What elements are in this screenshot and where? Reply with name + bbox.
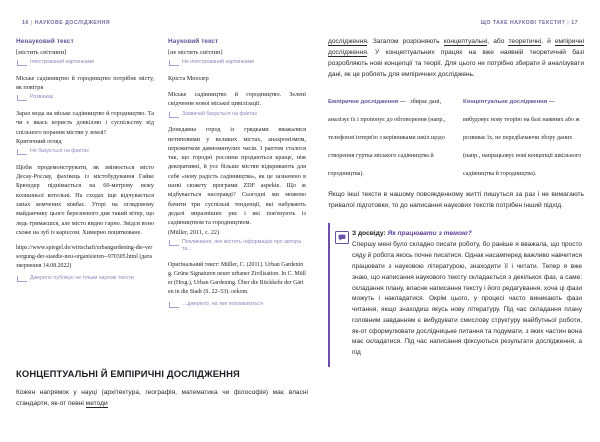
running-head-title-right: ЩО ТАКЕ НАУКОВІ ТЕКСТИ? xyxy=(480,20,566,26)
leader-line-icon xyxy=(169,240,179,246)
term-conceptual[interactable]: концептуальні xyxy=(443,38,488,45)
term-theoretical[interactable]: теоретичні xyxy=(508,38,542,45)
callout-label: З досвіду: xyxy=(352,230,386,238)
annotation-text: Зазвичай базується на фактах xyxy=(182,110,258,117)
definition-term: Емпіричне дослідження — xyxy=(328,99,406,106)
running-head-right xyxy=(481,20,578,26)
annotation xyxy=(17,59,154,67)
callout-title xyxy=(352,230,582,237)
definition-text: вибудовує нову теорію на базі наявних або ж розвиває їх, не передбачаючи збору даних (напр., напрацьовує нові концепції шкільного садівництва й городництва). xyxy=(463,117,582,178)
annotation xyxy=(169,301,306,309)
section-paragraph-text: Кожен напрямок у науці (архітектура, географія, математика чи філософія) має власні стандарти, як-от певні xyxy=(16,389,308,407)
definition-text: збирає дані, аналізує їх і пропонує до обговорення (напр., телефонні інтерв'ю з керівниками шкіл щодо створення гуртка міського садівництва й городництва). xyxy=(328,99,446,178)
specimen-scientific-heading: Науковий текст xyxy=(168,38,219,45)
term-empirical-research[interactable]: емпіричні дослідження xyxy=(328,38,585,57)
folio-left: 16 xyxy=(22,20,29,26)
specimen-nonscientific-heading: Ненауковий текст xyxy=(16,38,74,45)
annotation-text: Покликання, яке містить інформацію про автора та... xyxy=(182,238,302,253)
specimen-scientific-original-reference: Оригінальний текст: Müller, C. (2011). Urban Gardening. Grüne Signaturen neuer urbaner Zivilisation. In C. Müller (Hrsg.), Urban Gardening. Über die Rückkehr der Gärten in die Stadt (S. 22–53). oekom. xyxy=(168,262,306,295)
leader-line-icon xyxy=(17,60,27,66)
definitions-row xyxy=(328,90,584,180)
specimen-nonscientific xyxy=(16,38,154,315)
section-conceptual-empirical xyxy=(16,368,308,409)
leader-line-icon xyxy=(169,112,179,118)
running-head-title-left: НАУКОВЕ ДОСЛІДЖЕННЯ xyxy=(34,20,111,26)
callout-body: Спершу мені було складно писати роботу, бо раніше я вважала, що просто сяду й робота якось почне писатися. Однак насамперед важливо навчитися працювати з науковою літературою, знаходити її і читати. Тепер я вже знаю, що написання наукового тексту складається з декількох фаз, а саме: складання плану, власне написання тексту і його редагування, хоча ці фази можуть і накладатися. Окрім цього, у процесі часто виникають фази читання, якщо знаходиш якусь нову літературу. Під час складання плану головним завданням є вибудувати смислову структуру майбутньої роботи, як-от сформулювати дослідницьке питання та подумати, з яких частин вона має складатися. Під час написання фіксуються результати дослідження, а під xyxy=(352,241,582,357)
leader-line-icon xyxy=(17,276,27,282)
spacer xyxy=(16,237,154,244)
annotation-text: Не ілюстрований картинками xyxy=(182,59,254,65)
intro-paragraph xyxy=(328,36,584,80)
leader-line-icon xyxy=(169,302,179,308)
annotation-text: Не базується на фактах xyxy=(30,148,89,155)
annotation-text: Ілюстрований картинками xyxy=(30,59,95,65)
annotation xyxy=(169,59,306,67)
intro-text-1: . Загалом розрізняють xyxy=(366,38,444,45)
annotation-text: Джерело публікує не тільки наукові тексти xyxy=(30,274,134,281)
specimen-nonscientific-subhead: Критичний огляд xyxy=(16,137,62,145)
speech-bubble-icon xyxy=(335,231,349,244)
specimen-scientific-body: Донедавна город із грядками вважалися нетиповими у великих містах, анахронізмом, пережитком давноминулих часів. І раптом сталося так, що городні рослини продаються краще, ніж декоративні, й усе більше містян відкривають для себе «нову радість садівництва», як це зазначено в назві сюжету програми ZDF aspekte. Що ж відбувається насправді? Сьогодні ми можемо бачити три суспільні тенденції, які набувають дедалі виразніших рис і які пов'язують із садівництвом та городництвом. xyxy=(168,126,306,227)
closing-paragraph: Якщо інші тексти в нашому повсякденному житті пишуться за раз і не вимагають тривалої підготовки, то до написання наукових текстів потрібен інший підхід. xyxy=(328,191,584,210)
specimen-scientific-bracket-note: [не містить світлин] xyxy=(168,49,223,56)
leader-line-icon xyxy=(169,60,179,66)
definition-empirical xyxy=(328,90,449,180)
specimen-nonscientific-source: https://www.spiegel.de/wirtschaft/urbangardening-die-versorgung-der-staedte-neu-organisieren--970305.html (дата звернення 14.08.2022) xyxy=(16,245,153,269)
definition-term: Концептуальне дослідження — xyxy=(463,99,555,106)
annotation-text: …джерело, на яке покликаються xyxy=(182,300,263,307)
specimen-scientific-author: Кріста Мюллер xyxy=(168,74,209,82)
specimen-scientific-title: Міське садівництво й городництво. Зелені свідчення нової міської цивілізації. xyxy=(168,90,306,108)
section-heading: КОНЦЕПТУАЛЬНІ Й ЕМПІРИЧНІ ДОСЛІДЖЕННЯ xyxy=(16,368,240,379)
intro-text-4: . У концептуальних працях на вже наявній теоретичній базі розробляють нові концепції та теорії. Для цього не потрібно збирати й аналізувати дані, як це роблять для емпіричних досліджень. xyxy=(328,49,584,79)
running-head-separator-left: | xyxy=(30,20,33,26)
section-link-methods[interactable]: методи xyxy=(85,399,108,407)
annotation xyxy=(17,275,154,283)
right-page-content xyxy=(328,36,584,367)
specimen-nonscientific-bracket-note: [містить світлини] xyxy=(16,49,67,56)
annotation xyxy=(169,111,306,119)
term-doslidzhennya[interactable]: дослідження xyxy=(328,38,367,45)
running-head-left xyxy=(22,20,110,26)
intro-text-3: , й xyxy=(541,38,555,45)
specimen-scientific xyxy=(168,38,306,315)
experience-callout xyxy=(328,223,584,367)
section-paragraph xyxy=(16,388,308,409)
callout-question: Як працювати з темою? xyxy=(387,230,472,238)
specimen-nonscientific-lead: Зараз мода на міське садівництво й городництво. Та чи є якась користь довкіллю і суспільству від спільного порання містян у землі? xyxy=(16,109,154,136)
annotation-text: Розважає xyxy=(30,94,54,101)
leader-line-icon xyxy=(17,95,27,101)
specimen-nonscientific-headline: Міське садівництво й городництво потрібне місту, як повітря xyxy=(16,74,154,91)
specimen-comparison xyxy=(16,38,306,315)
definition-conceptual xyxy=(463,90,584,180)
annotation xyxy=(169,239,306,254)
annotation xyxy=(17,148,154,156)
folio-right: 17 xyxy=(571,20,578,26)
running-head-separator-right: | xyxy=(567,20,570,26)
specimen-nonscientific-body: Щоби продемонструвати, як змінюється місто Десау-Рослау, фахівець із містобудування Гайке Брюндер піднімається на 60-метрову вежу колишньої котельні. На сходах іще відчувається запах комчених ковбас. Угорі на оглядовому майданчику цього березневого дня такий вітер, що ледь тримаєшся, але місто видно гарно. Звідси воно схоже на зуб із карієсом. Химерно поцятковане. xyxy=(16,163,154,236)
annotation xyxy=(17,94,154,102)
intro-text-2: , або xyxy=(487,38,509,45)
leader-line-icon xyxy=(17,149,27,155)
specimen-scientific-citation: (Müller, 2011, с. 22) xyxy=(168,228,220,236)
